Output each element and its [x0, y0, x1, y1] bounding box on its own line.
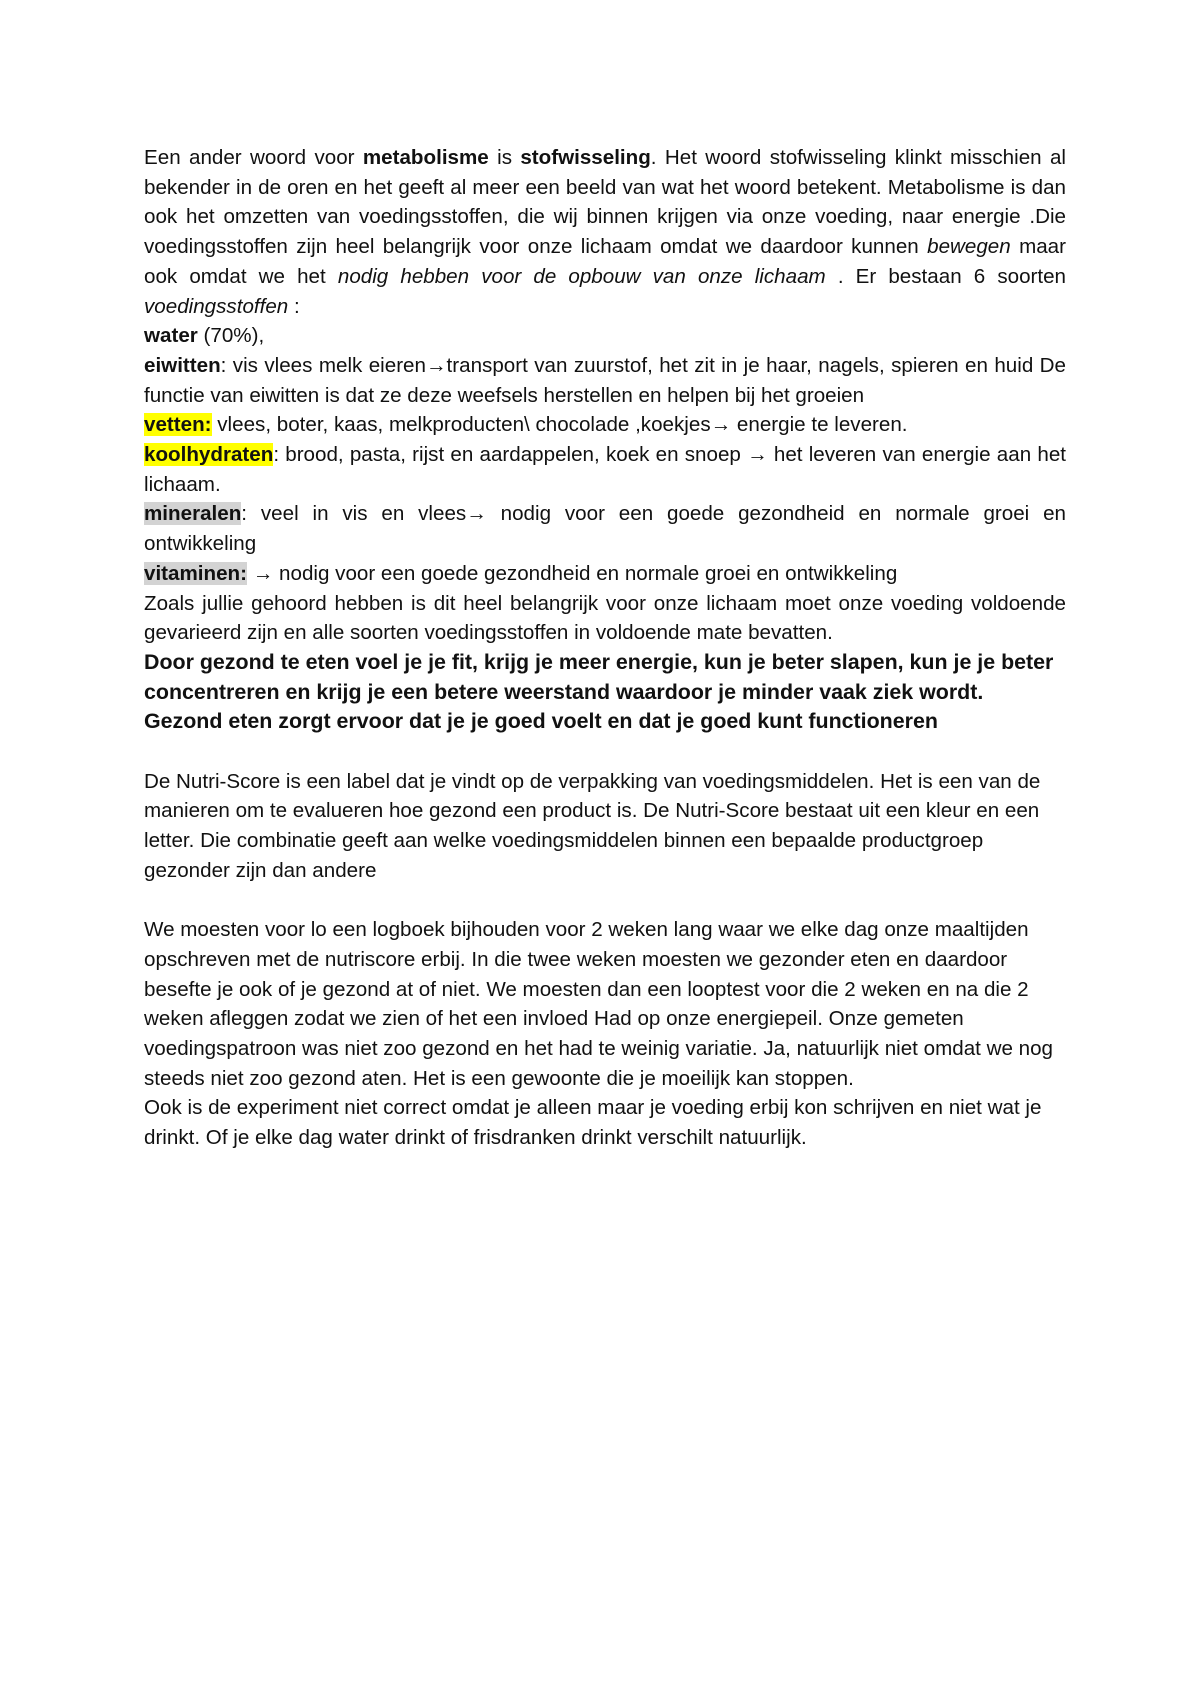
intro-text: . Het woord stofwisseling klinkt misschien al bekender in de oren en het geeft al meer een beeld van wat het woord betekent. Metabolisme is dan ook het omzetten van voedingsstoffen, die wij binnen krijgen via onze voeding, naar energie .Die voedingsstoffen zijn heel belangrijk voor onze lichaam omdat we daardoor kunnen: [144, 146, 1066, 259]
intro-text: maar ook omdat we het: [144, 235, 1066, 288]
intro-text: Een ander woord voor: [144, 146, 363, 169]
nutrient-item-vitaminen: [144, 559, 1066, 589]
nutrient-item-eiwitten: [144, 351, 1066, 410]
emphasis-voedingsstoffen: voedingsstoffen: [144, 294, 289, 318]
logbook-paragraph: We moesten voor lo een logboek bijhouden voor 2 weken lang waar we elke dag onze maaltijden opschreven met de nutriscore erbij. In die twee weken moesten we gezonder eten en daardoor besefte je ook of je gezond at of niet. We moesten dan een looptest voor die 2 weken en na die 2 weken afleggen zodat we zien of het een invloed Had op onze energiepeil. Onze gemeten voedingspatroon was niet zoo gezond en het had te weinig variatie. Ja, natuurlijk niet omdat we nog steeds niet zoo gezond aten. Het is een gewoonte die je moeilijk kan stoppen.: [144, 918, 1053, 1090]
nutrient-term: vitaminen:: [144, 561, 247, 585]
term-metabolisme: metabolisme: [362, 146, 489, 169]
nutrient-item-mineralen: [144, 499, 1066, 558]
bold-statement-function: Gezond eten zorgt ervoor dat je je goed voelt en dat je goed kunt functioneren: [144, 709, 938, 734]
nutrient-description: → nodig voor een goede gezondheid en normale groei en ontwikkeling: [247, 561, 898, 585]
nutrient-term: eiwitten: [144, 353, 221, 377]
nutrient-description: : brood, pasta, rijst en aardappelen, koek en snoep → het leveren van energie aan het lichaam.: [144, 443, 1066, 496]
nutriscore-paragraph: De Nutri-Score is een label dat je vindt op de verpakking van voedingsmiddelen. Het is een van de manieren om te evalueren hoe gezond een product is. De Nutri-Score bestaat uit een kleur en een letter. Die combinatie geeft aan welke voedingsmiddelen binnen een bepaalde productgroep gezonder zijn dan andere: [144, 769, 1041, 882]
summary-paragraph: Zoals jullie gehoord hebben is dit heel belangrijk voor onze lichaam moet onze voeding voldoende gevarieerd zijn en alle soorten voedingsstoffen in voldoende mate bevatten.: [144, 591, 1066, 645]
nutrient-item-koolhydraten: [144, 440, 1066, 499]
nutrient-description: vlees, boter, kaas, melkproducten\ chocolade ,koekjes→ energie te leveren.: [211, 413, 908, 437]
paragraph-spacer: [144, 886, 1066, 916]
nutrient-term: mineralen: [144, 502, 242, 526]
bold-statement-fit: Door gezond te eten voel je je fit, krijg je meer energie, kun je beter slapen, kun je je beter concentreren en krijg je een betere weerstand waardoor je minder vaak ziek wordt.: [144, 649, 1054, 704]
nutrient-description: (70%),: [197, 324, 265, 348]
emphasis-bewegen: bewegen: [927, 235, 1011, 259]
nutrient-term: koolhydraten: [144, 443, 274, 467]
emphasis-opbouw: nodig hebben voor de opbouw van onze lichaam: [337, 264, 826, 288]
nutrient-term: vetten:: [144, 413, 212, 437]
document-body: [144, 143, 1066, 1153]
intro-text: :: [288, 294, 300, 318]
intro-text: is: [488, 146, 521, 169]
experiment-paragraph: Ook is de experiment niet correct omdat je alleen maar je voeding erbij kon schrijven en niet wat je drinkt. Of je elke dag water drinkt of frisdranken drinkt verschilt natuurlijk.: [144, 1096, 1042, 1150]
term-stofwisseling: stofwisseling: [520, 146, 651, 169]
intro-text: . Er bestaan 6 soorten: [825, 264, 1067, 288]
nutrient-item-water: [144, 321, 1066, 351]
nutrient-term: water: [144, 324, 198, 348]
nutrient-description: : vis vlees melk eieren→transport van zuurstof, het zit in je haar, nagels, spieren en huid De functie van eiwitten is dat ze deze weefsels herstellen en helpen bij het groeien: [144, 353, 1066, 407]
paragraph-spacer: [144, 737, 1066, 767]
intro-paragraph: [144, 143, 1066, 321]
nutrient-description: : veel in vis en vlees→ nodig voor een goede gezondheid en normale groei en ontwikkeling: [144, 502, 1066, 556]
nutrient-item-vetten: [144, 410, 1066, 440]
